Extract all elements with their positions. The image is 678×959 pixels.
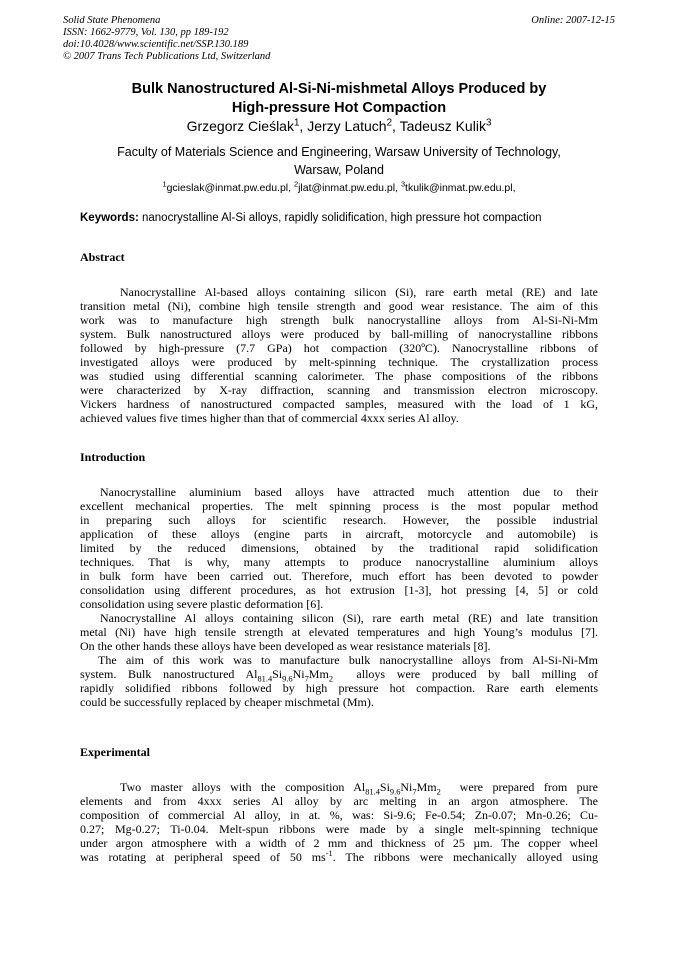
intro-line: On the other hands these alloys have been developed as wear resistance materials [8]. bbox=[80, 639, 491, 653]
abstract-line: were characterized by X-ray diffraction, scanning and transmission electron microscopy. bbox=[80, 383, 598, 397]
formula-text: Two master alloys with the composition Al bbox=[120, 780, 366, 794]
exp-line: composition of commercial Al alloy, in at. %, was: Si-9.6; Fe-0.54; Zn-0.07; Mn-0.26; Cu- bbox=[80, 808, 598, 822]
exp-sup: -1 bbox=[325, 849, 333, 858]
abstract-line: followed by high-pressure (7.7 GPa) hot compaction (320ºC). Nanocrystalline ribbons of bbox=[80, 341, 598, 355]
formula-sub: 81.4 bbox=[365, 787, 380, 797]
formula-sub: 7 bbox=[412, 787, 417, 797]
paper-title bbox=[63, 80, 615, 118]
email-2[interactable]: jlat@inmat.pw.edu.pl, bbox=[298, 182, 399, 194]
exp-line-formula bbox=[80, 780, 598, 797]
intro-line: in bulk form have been carried out. Therefore, much effort has been devoted to powder bbox=[80, 569, 598, 583]
formula-text: Mm bbox=[416, 780, 437, 794]
exp-line: under argon atmosphere with a width of 2 mm and thickness of 25 µm. The copper wheel bbox=[80, 836, 598, 850]
affiliation-line-2: Warsaw, Poland bbox=[294, 163, 384, 177]
formula-text: Si bbox=[379, 780, 390, 794]
intro-line: rapidly solidified ribbons followed by high pressure hot compaction. Rare earth elements bbox=[80, 681, 598, 695]
formula-text: alloys were produced by ball milling of bbox=[333, 667, 598, 681]
abstract-line: investigated alloys were produced by melt-spinning technique. The crystallization process bbox=[80, 355, 598, 369]
abstract-line: achieved values five times higher than that of commercial 4xxx series Al alloy. bbox=[80, 411, 459, 425]
affiliation-line-1: Faculty of Materials Science and Engineering, Warsaw University of Technology, bbox=[117, 145, 561, 159]
formula-text: Ni bbox=[292, 667, 305, 681]
abstract-line: work was to manufacture high strength bulk nanocrystalline alloys from Al-Si-Ni-Mm bbox=[80, 313, 598, 327]
formula-sub: 2 bbox=[328, 674, 333, 684]
intro-line-formula bbox=[80, 667, 598, 684]
author-sep: , bbox=[392, 118, 400, 134]
issn: ISSN: 1662-9779, Vol. 130, pp 189-192 bbox=[63, 27, 229, 38]
formula-text: were prepared from pure bbox=[440, 780, 598, 794]
experimental-heading: Experimental bbox=[80, 745, 150, 759]
experimental-body bbox=[80, 780, 598, 864]
title-line-1: Bulk Nanostructured Al-Si-Ni-mishmetal Alloys Produced by bbox=[131, 81, 547, 97]
journal-name: Solid State Phenomena bbox=[63, 15, 161, 26]
copyright: © 2007 Trans Tech Publications Ltd, Switzerland bbox=[63, 51, 271, 62]
keywords bbox=[80, 211, 610, 225]
intro-line: metal (Ni) have high tensile strength at elevated temperatures and high Young’s modulus [7]. bbox=[80, 625, 598, 639]
abstract-line: Vickers hardness of nanostructured compacted samples, measured with the load of 1 kG, bbox=[80, 397, 598, 411]
affiliation bbox=[63, 143, 615, 179]
formula-sub: 7 bbox=[304, 674, 309, 684]
abstract-body bbox=[80, 285, 598, 425]
journal-header bbox=[63, 15, 270, 63]
keywords-label: Keywords: bbox=[80, 212, 139, 224]
author-emails bbox=[63, 181, 615, 195]
intro-line: The aim of this work was to manufacture bulk nanocrystalline alloys from Al-Si-Ni-Mm bbox=[98, 653, 598, 667]
exp-line: 0.27; Mg-0.27; Ti-0.04. Melt-spun ribbons were made by a single melt-spinning technique bbox=[80, 822, 598, 836]
email-1[interactable]: gcieslak@inmat.pw.edu.pl, bbox=[166, 182, 292, 194]
formula-sub: 9.6 bbox=[282, 674, 293, 684]
introduction-heading: Introduction bbox=[80, 450, 146, 464]
author-2-sup: 2 bbox=[386, 117, 393, 129]
intro-line: application of these alloys (engine parts in aircraft, motorcycle and automobile) is bbox=[80, 527, 598, 541]
intro-line: Nanocrystalline aluminium based alloys have attracted much attention due to their bbox=[100, 485, 598, 499]
doi: doi:10.4028/www.scientific.net/SSP.130.189 bbox=[63, 39, 249, 50]
formula-text: system. Bulk nanostructured Al bbox=[80, 667, 258, 681]
introduction-body bbox=[80, 485, 598, 709]
abstract-line: system. Bulk nanostructured alloys were produced by ball-milling of nanocrystalline ribbons bbox=[80, 327, 598, 341]
intro-line: excellent mechanical properties. The melt spinning process is the most popular method bbox=[80, 499, 598, 513]
keywords-text: nanocrystalline Al-Si alloys, rapidly solidification, high pressure hot compaction bbox=[138, 212, 542, 224]
author-1: Grzegorz Cieślak bbox=[186, 118, 294, 134]
exp-text: . The ribbons were mechanically alloyed using bbox=[332, 850, 599, 864]
exp-line-last bbox=[80, 850, 598, 864]
formula-sub: 2 bbox=[436, 787, 441, 797]
intro-line: limited by the reduced dimensions, obtained by the traditional rapid solidification bbox=[80, 541, 598, 555]
author-list bbox=[63, 117, 615, 135]
formula-sub: 9.6 bbox=[389, 787, 401, 797]
author-1-sup: 1 bbox=[293, 117, 300, 129]
exp-text: was rotating at peripheral speed of 50 ms bbox=[80, 850, 326, 864]
author-sep: , bbox=[299, 118, 308, 134]
author-3: Tadeusz Kulik bbox=[399, 118, 486, 134]
intro-line: Nanocrystalline Al alloys containing silicon (Si), rare earth metal (RE) and late transition bbox=[100, 611, 598, 625]
abstract-line: Nanocrystalline Al-based alloys containing silicon (Si), rare earth metal (RE) and late bbox=[120, 285, 598, 299]
online-date: Online: 2007-12-15 bbox=[531, 15, 615, 26]
intro-line: consolidation using severe plastic deformation [6]. bbox=[80, 597, 324, 611]
author-2: Jerzy Latuch bbox=[307, 118, 387, 134]
intro-line: could be successfully replaced by cheaper mischmetal (Mm). bbox=[80, 695, 374, 709]
email-3-sup: 3 bbox=[400, 179, 406, 189]
formula-text: Ni bbox=[400, 780, 413, 794]
abstract-heading: Abstract bbox=[80, 250, 125, 264]
intro-line: consolidation using different procedures, as hot extrusion [1-3], hot pressing [4, 5] or cold bbox=[80, 583, 598, 597]
formula-text: Mm bbox=[308, 667, 329, 681]
email-2-sup: 2 bbox=[293, 179, 299, 189]
title-line-2: High-pressure Hot Compaction bbox=[231, 100, 447, 116]
abstract-line: was studied using differential scanning calorimeter. The phase compositions of the ribbons bbox=[80, 369, 598, 383]
email-3[interactable]: tkulik@inmat.pw.edu.pl, bbox=[405, 182, 516, 194]
abstract-line: transition metal (Ni), combine high tensile strength and good wear resistance. The aim of this bbox=[80, 299, 598, 313]
formula-sub: 81.4 bbox=[257, 674, 273, 684]
email-1-sup: 1 bbox=[162, 179, 167, 189]
author-3-sup: 3 bbox=[485, 117, 492, 129]
intro-line: in preparing such alloys for scientific research. However, the possible industrial bbox=[80, 513, 598, 527]
exp-line: elements and from 4xxx series Al alloy by arc melting in an argon atmosphere. The bbox=[80, 794, 598, 808]
formula-text: Si bbox=[272, 667, 283, 681]
intro-line: techniques. That is why, many attempts to produce nanocrystalline aluminium alloys bbox=[80, 555, 598, 569]
